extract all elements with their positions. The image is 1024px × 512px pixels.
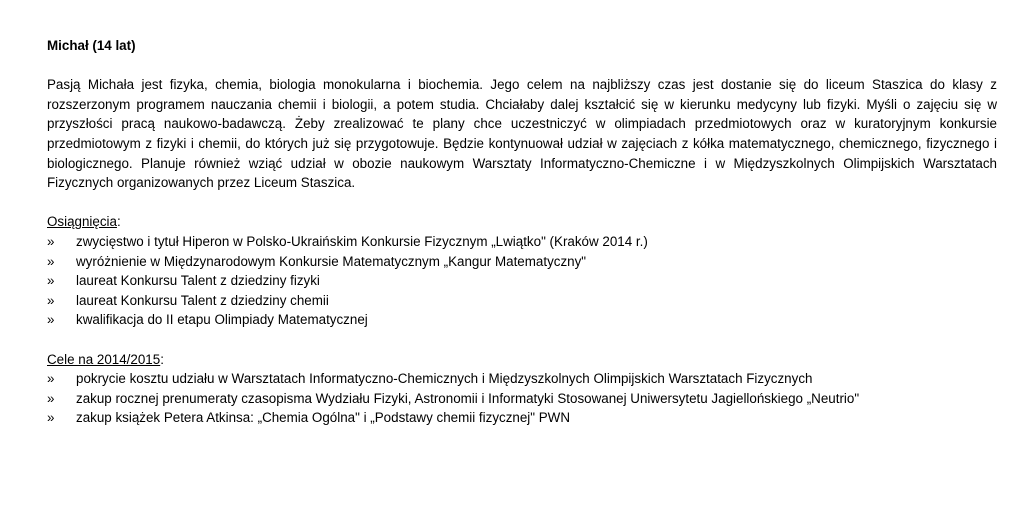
bio-paragraph: Pasją Michała jest fizyka, chemia, biologia monokularna i biochemia. Jego celem na najbliższy czas jest dostanie się do liceum Staszica do klasy z rozszerzonym programem nauczania chemii i biologii, a potem studia. Chciałaby dalej kształcić się w kierunku medycyny lub fizyki. Myśli o zajęciu się w przyszłości pracą naukowo-badawczą. Żeby zrealizować te plany chce uczestniczyć w olimpiadach przedmiotowych oraz w kuratoryjnym konkursie przedmiotowym z fizyki i chemii, do których już się przygotowuje. Będzie kontynuował udział w zajęciach z kółka matematycznego, chemicznego, fizycznego i biologicznego. Planuje również wziąć udział w obozie naukowym Warsztaty Informatyczno-Chemiczne i w Międzyszkolnych Olimpijskich Warsztatach Fizycznych organizowanych przez Liceum Staszica. <box>47 77 997 191</box>
achievements-heading-text: Osiągnięcia <box>47 214 117 230</box>
bullet-marker: » <box>47 233 55 249</box>
bullet-marker: » <box>47 410 55 426</box>
bullet-marker: » <box>47 371 55 387</box>
bullet-marker: » <box>47 292 55 308</box>
list-item-text: zwycięstwo i tytuł Hiperon w Polsko-Ukraińskim Konkursie Fizycznym „Lwiątko" (Kraków 2014 r.) <box>76 233 648 249</box>
achievements-list <box>47 232 997 330</box>
list-item <box>47 369 997 389</box>
list-item-text: pokrycie kosztu udziału w Warsztatach Informatyczno-Chemicznych i Międzyszkolnych Olimpijskich Warsztatach Fizycznych <box>76 371 813 387</box>
list-item-text: kwalifikacja do II etapu Olimpiady Matematycznej <box>76 312 368 328</box>
goals-heading-text: Cele na 2014/2015 <box>47 351 161 367</box>
bullet-marker: » <box>47 273 55 289</box>
list-item-text: wyróżnienie w Międzynarodowym Konkursie Matematycznym „Kangur Matematyczny" <box>76 253 587 269</box>
list-item <box>47 389 997 409</box>
list-item-text: zakup rocznej prenumeraty czasopisma Wydziału Fizyki, Astronomii i Informatyki Stosowanej Uniwersytetu Jagiellońskiego „Neutrio" <box>76 390 860 406</box>
goals-heading-colon: : <box>160 351 164 367</box>
document-page <box>47 36 997 428</box>
bullet-marker: » <box>47 253 55 269</box>
bullet-marker: » <box>47 312 55 328</box>
goals-section <box>47 350 997 428</box>
list-item-text: laureat Konkursu Talent z dziedziny fizyki <box>76 273 320 289</box>
bullet-marker: » <box>47 390 55 406</box>
list-item <box>47 291 997 311</box>
list-item <box>47 252 997 272</box>
achievements-heading <box>47 212 997 232</box>
list-item <box>47 271 997 291</box>
list-item <box>47 232 997 252</box>
achievements-heading-colon: : <box>116 214 121 230</box>
achievements-section <box>47 212 997 330</box>
goals-heading <box>47 350 997 370</box>
list-item <box>47 408 997 428</box>
page-title: Michał (14 lat) <box>47 38 136 53</box>
list-item-text: laureat Konkursu Talent z dziedziny chemii <box>76 292 329 308</box>
list-item-text: zakup książek Petera Atkinsa: „Chemia Ogólna" i „Podstawy chemii fizycznej" PWN <box>76 410 570 426</box>
goals-list <box>47 369 997 428</box>
list-item <box>47 310 997 330</box>
